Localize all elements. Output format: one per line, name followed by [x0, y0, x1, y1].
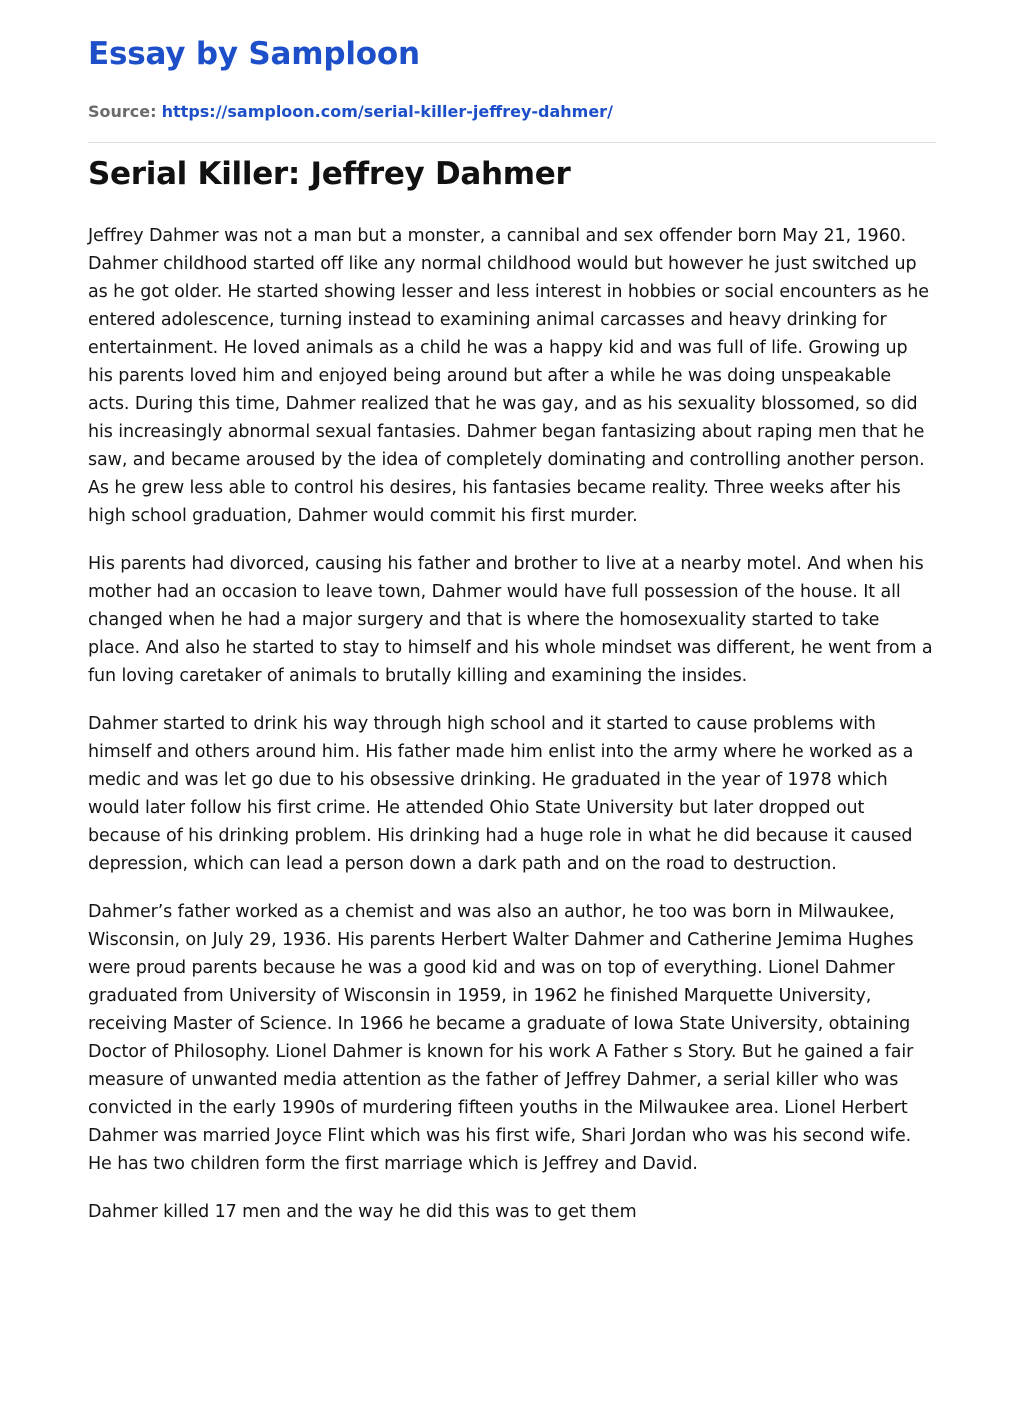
paragraph-1: Jeffrey Dahmer was not a man but a monster, a cannibal and sex offender born May 21, 1960. Dahmer childhood started off like any normal childhood would but however he just switched up as he got older. He started showing lesser and less interest in hobbies or social encounters as he entered adolescence, turning instead to examining animal carcasses and heavy drinking for entertainment. He loved animals as a child he was a happy kid and was full of life. Growing up his parents loved him and enjoyed being around but after a while he was doing unspeakable acts. During this time, Dahmer realized that he was gay, and as his sexuality blossomed, so did his increasingly abnormal sexual fantasies. Dahmer began fantasizing about raping men that he saw, and became aroused by the idea of completely dominating and controlling another person. As he grew less able to control his desires, his fantasies became reality. Three weeks after his high school graduation, Dahmer would commit his first murder. [88, 226, 929, 526]
source-line [88, 102, 613, 121]
header-divider [88, 142, 936, 143]
source-link[interactable]: https://samploon.com/serial-killer-jeffrey-dahmer/ [161, 102, 613, 121]
paragraph-3: Dahmer started to drink his way through high school and it started to cause problems with himself and others around him. His father made him enlist into the army where he worked as a medic and was let go due to his obsessive drinking. He graduated in the year of 1978 which would later follow his first crime. He attended Ohio State University but later dropped out because of his drinking problem. His drinking had a huge role in what he did because it caused depression, which can lead a person down a dark path and on the road to destruction. [88, 714, 914, 874]
source-label: Source: [88, 102, 157, 121]
site-brand: Essay by Samploon [88, 36, 420, 72]
essay-title: Serial Killer: Jeffrey Dahmer [88, 156, 571, 192]
paragraph-4: Dahmer’s father worked as a chemist and was also an author, he too was born in Milwaukee, Wisconsin, on July 29, 1936. His parents Herbert Walter Dahmer and Catherine Jemima Hughes were proud parents because he was a good kid and was on top of everything. Lionel Dahmer graduated from University of Wisconsin in 1959, in 1962 he finished Marquette University, receiving Master of Science. In 1966 he became a graduate of Iowa State University, obtaining Doctor of Philosophy. Lionel Dahmer is known for his work A Father s Story. But he gained a fair measure of unwanted media attention as the father of Jeffrey Dahmer, a serial killer who was convicted in the early 1990s of murdering fifteen youths in the Milwaukee area. Lionel Herbert Dahmer was married Joyce Flint which was his first wife, Shari Jordan who was his second wife. He has two children form the first marriage which is Jeffrey and David. [88, 902, 914, 1174]
paragraph-2: His parents had divorced, causing his father and brother to live at a nearby motel. And when his mother had an occasion to leave town, Dahmer would have full possession of the house. It all changed when he had a major surgery and that is where the homosexuality started to take place. And also he started to stay to himself and his whole mindset was different, he went from a fun loving caretaker of animals to brutally killing and examining the insides. [88, 554, 933, 686]
paragraph-5: Dahmer killed 17 men and the way he did this was to get them [88, 1202, 637, 1222]
essay-body [88, 222, 936, 1246]
